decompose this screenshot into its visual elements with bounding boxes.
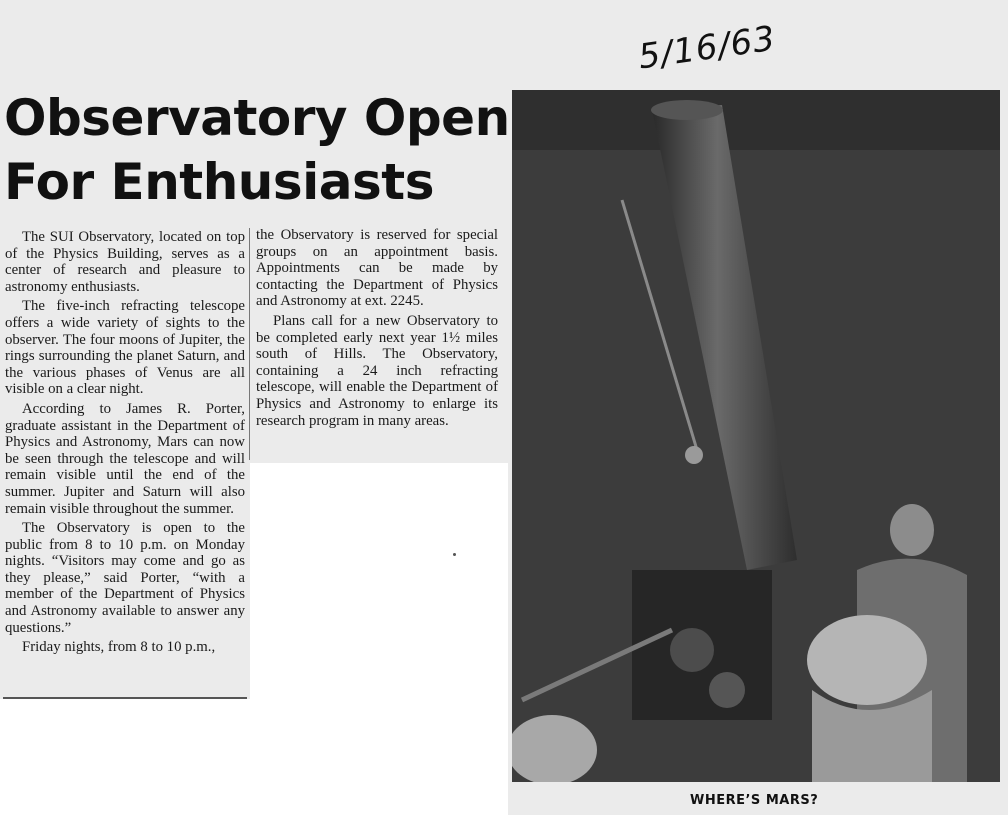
- article-column-2: [256, 227, 498, 432]
- paragraph: The SUI Observatory, located on top of the Physics Building, serves as a center of research and pleasure to astronomy enthusiasts.: [5, 229, 245, 295]
- column-end-rule: [3, 697, 247, 699]
- headline-line-1: Observatory Open: [4, 89, 510, 147]
- column-divider: [249, 228, 250, 460]
- paragraph: Plans call for a new Observatory to be completed early next year 1½ miles south of Hills. The Observatory, containing a 24 inch refracting telescope, will enable the Department of Physics and Astronomy to enlarge its research program in many areas.: [256, 312, 498, 429]
- article-headline: [4, 86, 510, 214]
- paragraph: The Observatory is open to the public from 8 to 10 p.m. on Monday nights. “Visitors may come and go as they please,” said Porter, “with a member of the Department of Physics and Astronomy available to answer any questions.”: [5, 520, 245, 636]
- article-column-1: [5, 229, 245, 659]
- ink-speck: [453, 553, 456, 556]
- person-standing: [890, 504, 934, 556]
- photo-illustration: [512, 90, 1000, 782]
- headline-line-2: For Enthusiasts: [4, 153, 434, 211]
- photo-caption: WHERE’S MARS?: [690, 793, 819, 808]
- handwritten-date: 5/16/63: [635, 18, 779, 78]
- paragraph: According to James R. Porter, graduate assistant in the Department of Physics and Astronomy, Mars can now be seen through the telescope and will remain visible until the end of the summer. Jupiter and Saturn will also remain visible throughout the summer.: [5, 400, 245, 517]
- paragraph: The five-inch refracting telescope offers a wide variety of sights to the observer. The four moons of Jupiter, the rings surrounding the planet Saturn, and the various phases of Venus are all visible on a clear night.: [5, 298, 245, 398]
- clipping-paper-top: [0, 0, 1008, 88]
- paragraph: the Observatory is reserved for special groups on an appointment basis. Appointments can be made by contacting the Department of Physics and Astronomy at ext. 2245.: [256, 227, 498, 310]
- person-bending: [807, 615, 927, 705]
- paragraph: Friday nights, from 8 to 10 p.m.,: [22, 639, 216, 656]
- telescope-photo: [512, 90, 1000, 782]
